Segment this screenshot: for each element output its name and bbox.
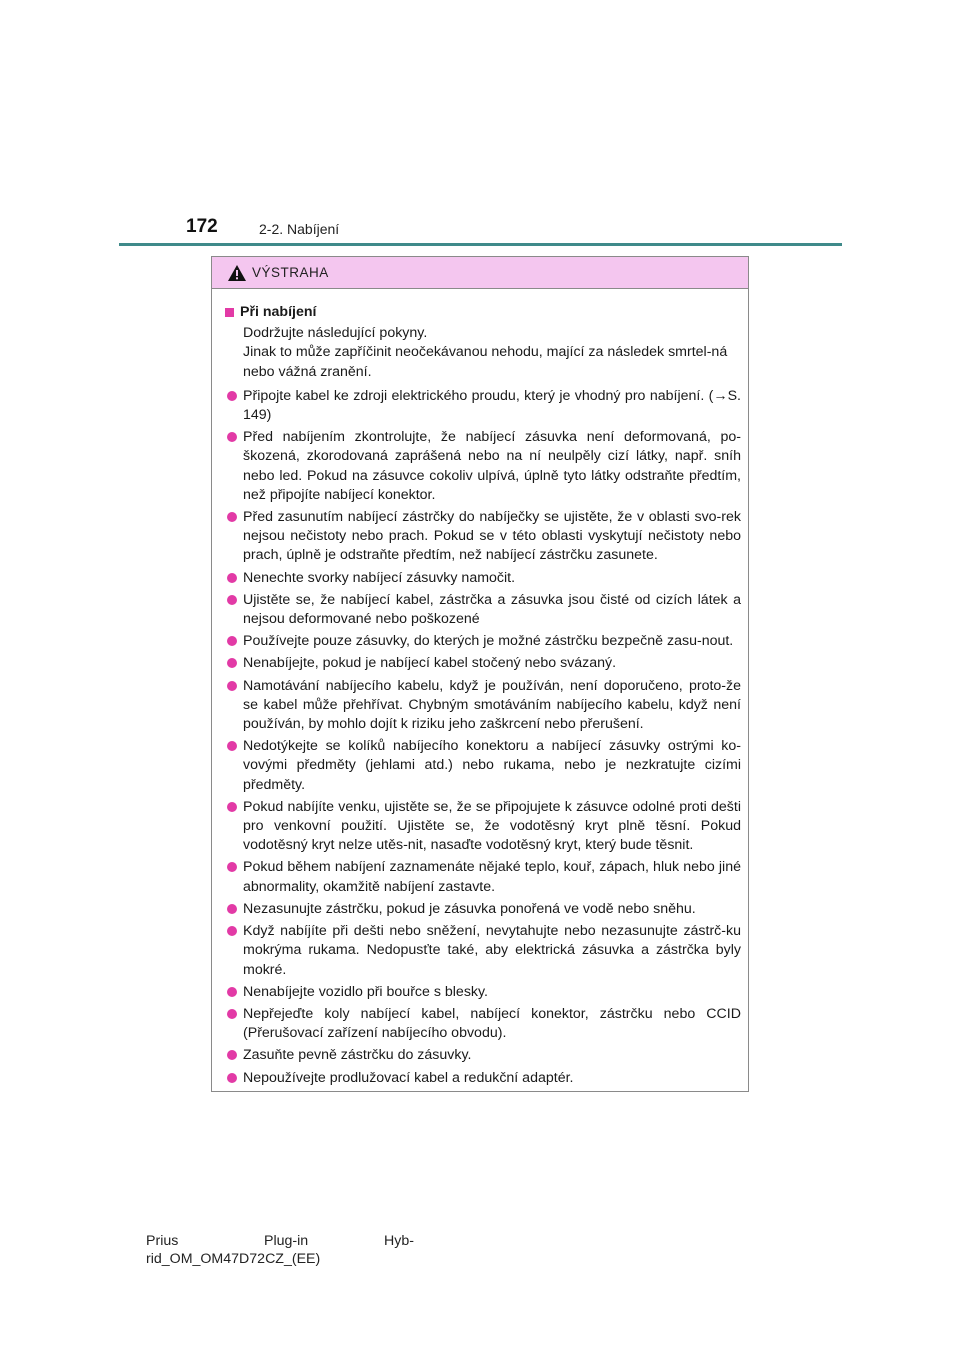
list-item-text: Před nabíjením zkontrolujte, že nabíjecí zásuvka není deformovaná, po-škozená, zkorodovaná zaprášená nebo na ní neulpěly cizí látky, např. sníh nebo led. Pokud na zásuvce cokoliv ulpívá, úplně tyto látky odstraňte předtím, než připojíte nabíjecí konektor. — [243, 429, 741, 503]
list-item — [225, 428, 741, 505]
footer-word: Prius — [146, 1233, 179, 1249]
pink-dot-icon — [227, 1009, 237, 1019]
pink-dot-icon — [227, 741, 237, 751]
list-item-text: Používejte pouze zásuvky, do kterých je možné zástrčku bezpečně zasu-nout. — [243, 633, 734, 650]
list-item-text: Nepoužívejte prodlužovací kabel a redukční adaptér. — [243, 1069, 574, 1086]
list-item — [225, 1069, 741, 1088]
pink-dot-icon — [227, 658, 237, 668]
footer-word: Plug-in — [264, 1233, 309, 1249]
section-title: 2-2. Nabíjení — [259, 221, 340, 237]
pink-dot-icon — [227, 1073, 237, 1083]
footer-line-1 — [146, 1232, 436, 1250]
pink-dot-icon — [227, 926, 237, 936]
footer — [146, 1232, 436, 1268]
warning-box — [211, 256, 749, 1092]
pink-dot-icon — [227, 636, 237, 646]
list-item — [225, 387, 741, 425]
warning-subheading — [225, 303, 741, 322]
list-item — [225, 677, 741, 735]
pink-dot-icon — [227, 432, 237, 442]
list-item — [225, 632, 741, 651]
warning-body — [212, 289, 748, 1088]
list-item — [225, 983, 741, 1002]
warning-header — [212, 257, 748, 289]
pink-dot-icon — [227, 862, 237, 872]
warning-intro — [225, 324, 741, 382]
list-item-text: Pokud během nabíjení zaznamenáte nějaké teplo, kouř, zápach, hluk nebo jiné abnormality, okamžitě nabíjení zastavte. — [243, 859, 741, 895]
list-item-text: Nepřejeďte koly nabíjecí kabel, nabíjecí konektor, zástrčku nebo CCID (Přerušovací zařízení nabíjecího obvodu). — [243, 1005, 741, 1042]
list-item-text: Před zasunutím nabíjecí zástrčky do nabíječky se ujistěte, že v oblasti svo-rek nejsou nečistoty nebo prach. Pokud se v této oblasti vyskytují nečistoty nebo prach, úplně je odstraňte předtím, než nabíjecí zástrčku zasunete. — [243, 509, 741, 564]
list-item-text: Zasuňte pevně zástrčku do zásuvky. — [243, 1047, 472, 1064]
list-item-text: Ujistěte se, že nabíjecí kabel, zástrčka a zásuvka jsou čisté od cizích látek a nejsou deformované nebo poškozené — [243, 591, 741, 628]
list-item — [225, 1005, 741, 1043]
pink-dot-icon — [227, 802, 237, 812]
pink-dot-icon — [227, 987, 237, 997]
list-item-text: Nenabíjejte, pokud je nabíjecí kabel stočený nebo svázaný. — [243, 655, 617, 672]
list-item-text: Nenechte svorky nabíjecí zásuvky namočit. — [243, 569, 516, 586]
footer-word: Hyb- — [384, 1233, 414, 1249]
warning-title: VÝSTRAHA — [252, 265, 329, 280]
pink-dot-icon — [227, 573, 237, 583]
list-item-text: Namotávání nabíjecího kabelu, když je používán, není doporučeno, proto-že se kabel může přehřívat. Chybným smotáváním nabíjecího kabelu, když není používán, by mohlo dojít k riziku jeho zaškrcení nebo přerušení. — [243, 677, 741, 733]
pink-dot-icon — [227, 904, 237, 914]
pink-dot-icon — [227, 512, 237, 522]
list-item-text: Pokud nabíjíte venku, ujistěte se, že se připojujete k zásuvce odolné proti dešti pro venkovní použití. Ujistěte se, že vodotěsný kryt plně těsní. Pokud vodotěsný kryt nelze utěs-nit, nasaďte vodotěsný kryt, který bude těsnit. — [243, 798, 741, 854]
list-item — [225, 1046, 741, 1065]
list-item-text: Připojte kabel ke zdroji elektrického proudu, který je vhodný pro nabíjení. (→S. 149) — [243, 387, 741, 424]
list-item-text: Nezasunujte zástrčku, pokud je zásuvka ponořená ve vodě nebo sněhu. — [243, 900, 696, 917]
list-item — [225, 798, 741, 856]
pink-square-icon — [225, 308, 234, 317]
pink-dot-icon — [227, 595, 237, 605]
subheading-text: Při nabíjení — [240, 304, 317, 320]
header-divider — [119, 243, 842, 246]
intro-line: Dodržujte následující pokyny. — [243, 325, 428, 342]
footer-line-2: rid_OM_OM47D72CZ_(EE) — [146, 1251, 321, 1267]
pink-dot-icon — [227, 681, 237, 691]
list-item-text: Nedotýkejte se kolíků nabíjecího konektoru a nabíjecí zásuvky ostrými ko-vovými předměty (jehlami atd.) nebo rukama, nebo je nezkratujte cizími předměty. — [243, 738, 741, 793]
pink-dot-icon — [227, 1050, 237, 1060]
list-item — [225, 591, 741, 629]
page-number: 172 — [186, 216, 218, 237]
list-item-text: Nenabíjejte vozidlo při bouřce s blesky. — [243, 983, 488, 1000]
list-item — [225, 858, 741, 896]
list-item — [225, 737, 741, 795]
warning-list — [225, 387, 741, 1088]
list-item — [225, 922, 741, 980]
intro-line: Jinak to může zapříčinit neočekávanou nehodu, mající za následek smrtel-ná nebo vážná zranění. — [243, 344, 728, 380]
pink-dot-icon — [227, 391, 237, 401]
list-item-text: Když nabíjíte při dešti nebo sněžení, nevytahujte nebo nezasunujte zástrč-ku mokrýma rukama. Nedopusťte také, aby elektrická zásuvka a zástrčka byly mokré. — [243, 923, 741, 978]
list-item — [225, 900, 741, 919]
list-item — [225, 569, 741, 588]
warning-triangle-icon — [228, 265, 246, 281]
list-item — [225, 654, 741, 673]
list-item — [225, 508, 741, 566]
